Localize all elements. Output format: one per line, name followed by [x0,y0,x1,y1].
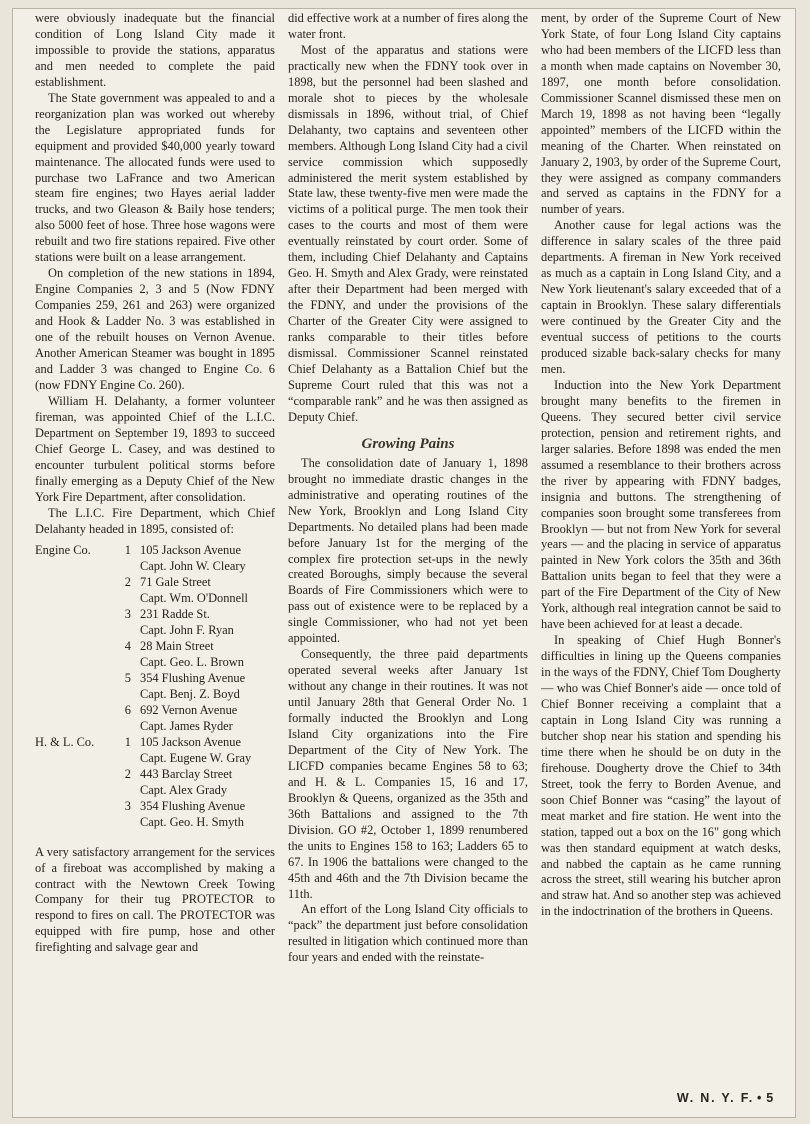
roster-row [35,543,275,559]
roster-label [35,639,115,655]
magazine-page [12,8,796,1118]
roster-row [35,607,275,623]
roster-row [35,591,275,607]
roster-text: 71 Gale Street [140,575,211,590]
paragraph: In speaking of Chief Hugh Bonner's difficulties in lining up the Queens companies in the ways of the FDNY, Chief Tom Dougherty — who was Chief Bonner's aide — once told of Chief Bonner receiving a complaint that a captain in Long Island City was running a butcher shop near his station and spending his time there when he should be on duty in the firehouse. Dougherty drove the Chief to 34th Street, took the ferry to Borden Avenue, and soon Chief Bonner was “casing” the layout of meat market and fire station. He went into the station, tapped out a box on the 16" gong which was then standard equipment at watch desks, and nabbed the captain as he came running across the street, still wearing his butcher apron and straw hat. And so another step was achieved in the indoctrination of the brothers in Queens. [541,633,781,919]
roster-label [35,607,115,623]
roster-text: 231 Radde St. [140,607,210,622]
paragraph: The L.I.C. Fire Department, which Chief Delahanty headed in 1895, consisted of: [35,505,275,536]
paragraph: An effort of the Long Island City officials to “pack” the department just before consolidation resulted in litigation which continued more than four years and ended with the reinstate- [288,902,528,965]
roster-number [115,655,131,671]
roster-number: 1 [124,543,131,558]
roster-number [115,591,131,607]
roster-label: H. & L. Co. [35,734,95,749]
roster-number [115,783,131,799]
roster-label [35,591,115,607]
paragraph: The consolidation date of January 1, 1898 brought no immediate drastic changes in the administrative and operating routines of the New York, Brooklyn and Long Island City Departments. No detailed plans had been made before January 1st for the merging of the complex fire protection set-ups in the newly created Boroughs, simply because the several Boards of Fire Commissioners which were to pass out of existence were to be replaced by a single Commissioner, who had not yet been appointed. [288,455,528,646]
roster-label [35,655,115,671]
roster-text: Capt. Alex Grady [140,782,228,797]
roster-number: 6 [124,702,131,717]
roster-row [35,815,275,831]
roster-number: 3 [124,607,131,622]
roster-row [35,655,275,671]
roster-number [115,815,131,831]
roster-text: Capt. Geo. H. Smyth [140,814,244,829]
roster-label: Engine Co. [35,543,91,558]
roster-text: 354 Flushing Avenue [140,798,246,813]
bullet-separator: • [757,1091,764,1105]
roster-number: 3 [124,798,131,813]
column-1 [35,11,275,1083]
roster-label [35,687,115,703]
paragraph: The State government was appealed to and a reorganization plan was worked out whereby the Legislature appropriated funds for equipment and provided $40,000 yearly toward maintenance. The allocated funds were used to purchase two LaFrance and two American steam fire engines; two Hayes aerial ladder trucks, and two Gleason & Baily hose tenders; also 5000 feet of hose. Three hose wagons were rebuilt and two fire stations repaired. Five other stations were built on a lease arrangement. [35,90,275,265]
paragraph: Another cause for legal actions was the difference in salary scales of the three paid departments. A fireman in New York received as much as a captain in Long Island City, and a New York lieutenant's salary exceeded that of a captain in Brooklyn. These salary differentials were continued by the Greater City and the eventual success of petitions to the courts produced sizable back-salary checks for many men. [541,218,781,376]
paragraph: Most of the apparatus and stations were practically new when the FDNY took over in 1898, but the personnel had been slashed and morale shot to pieces by the wholesale dismissals in 1896, without trial, of Chief Delahanty, two captains and seventeen other members. Although Long Island City had a civil service commission which supposedly administered the merit system established by State law, these twenty-five men were made the victims of a political purge. The men took their cases to the courts and most of them were eventually reinstated by court order. Some of them, including Chief Delahanty and Captains Geo. H. Smyth and Alex Grady, were reinstated after their Department had been merged with the FDNY, and under the provisions of the Charter of the Greater City were assigned to ranks comparable to their titles before dismissal. Commissioner Scannel reinstated Chief Delahanty as a Battalion Chief but the Supreme Court ruled that this was not a “comparable rank” and he was then assigned as Deputy Chief. [288,42,528,424]
paragraph: ment, by order of the Supreme Court of New York State, of four Long Island City captains who had been members of the LICFD less than a month when made captains on November 30, 1897, one month before consolidation. Commissioner Scannel dismissed these men on March 19, 1898 as not having been “legally appointed” members of the LICFD within the meaning of the Charter. When reinstated on January 2, 1903, by order of the Supreme Court, they were assigned as company commanders and served as captains in the FDNY for a number of years. [541,11,781,217]
roster-text: 354 Flushing Avenue [140,671,246,686]
roster-row [35,719,275,735]
roster-text: Capt. Benj. Z. Boyd [140,687,240,702]
roster-row [35,767,275,783]
roster-label [35,671,115,687]
page-number: 5 [766,1091,775,1105]
roster-label [35,623,115,639]
roster-label [35,719,115,735]
roster-row [35,783,275,799]
roster-text: 692 Vernon Avenue [140,702,238,717]
roster-text: Capt. John W. Cleary [140,559,246,574]
roster-row [35,559,275,575]
roster-label [35,559,115,575]
roster-row [35,687,275,703]
section-heading: Growing Pains [361,435,455,452]
roster-row [35,623,275,639]
roster-row [35,671,275,687]
roster-number: 2 [124,575,131,590]
roster-row [35,799,275,815]
roster-number [115,559,131,575]
roster-row [35,751,275,767]
roster-number [115,623,131,639]
roster-label [35,575,115,591]
roster-number [115,687,131,703]
roster-text: 443 Barclay Street [140,766,233,781]
roster-text: 105 Jackson Avenue [140,543,241,558]
column-3 [541,11,781,1083]
roster-number: 1 [124,734,131,749]
column-2 [288,11,528,1083]
text-columns [35,11,781,1083]
roster-label [35,703,115,719]
roster-label [35,815,115,831]
roster-number: 2 [124,766,131,781]
roster-number [115,719,131,735]
company-roster [35,543,275,830]
paragraph: were obviously inadequate but the financial condition of Long Island City made it impossible to provide the stations, apparatus and men needed to complete the paid establishment. [35,11,275,89]
paragraph: A very satisfactory arrangement for the services of a fireboat was accomplished by making a contract with the Newtown Creek Towing Company for their tug PROTECTOR to respond to fires on call. The PROTECTOR was equipped with fire pump, hose and other firefighting and salvage gear and [35,844,275,955]
roster-label [35,799,115,815]
roster-label [35,767,115,783]
roster-text: Capt. Wm. O'Donnell [140,591,249,606]
paragraph: On completion of the new stations in 1894, Engine Companies 2, 3 and 5 (Now FDNY Companies 259, 261 and 263) were organized and Hook & Ladder No. 3 was established in one of the rebuilt houses on Vernon Avenue. Another American Steamer was bought in 1895 and Ladder 3 was changed to Engine Co. 6 (now FDNY Engine Co. 260). [35,266,275,392]
roster-number: 5 [124,671,131,686]
publication-name: W. N. Y. F. [676,1091,755,1105]
roster-label [35,783,115,799]
roster-row [35,639,275,655]
paragraph: did effective work at a number of fires along the water front. [288,11,528,41]
paragraph: Induction into the New York Department brought many benefits to the firemen in Queens. They secured better civil service protection, pension and retirement rights, and larger salaries. Before 1898 was ended the men assumed a resemblance to their brothers across the river by appearing with FDNY badges, insignia and buttons. The strengthening of companies soon brought some transferees from Brooklyn — but not from New York for several years — and the placing in service of apparatus painted in New York colors the 35th and 36th Battalion units began to feel that they were a part of the Fire Department of the City of New York, although real integration cannot be said to have been achieved for at least a decade. [541,377,781,632]
roster-text: 28 Main Street [140,639,214,654]
roster-row [35,735,275,751]
roster-number [115,751,131,767]
roster-text: Capt. James Ryder [140,718,233,733]
roster-text: 105 Jackson Avenue [140,734,241,749]
roster-text: Capt. John F. Ryan [140,623,234,638]
paragraph: William H. Delahanty, a former volunteer fireman, was appointed Chief of the L.I.C. Department on September 19, 1893 to succeed Chief George L. Casey, and was destined to encounter turbulent political storms before finally emerging as a Deputy Chief of the New York Fire Department, after consolidation. [35,393,275,504]
roster-row [35,703,275,719]
roster-text: Capt. Geo. L. Brown [140,655,244,670]
roster-text: Capt. Eugene W. Gray [140,750,252,765]
roster-label [35,751,115,767]
paragraph: Consequently, the three paid departments operated several weeks after January 1st without any change in their routines. It was not until January 28th that General Order No. 1 formally inducted the Brooklyn and Long Island City organizations into the Fire Department of the City of New York. The LICFD companies became Engines 58 to 63; and H. & L. Companies 15, 16 and 17, Brooklyn & Queens, organized as the 35th and 36th Battalions and assigned to the 7th Division. GO #2, October 1, 1899 renumbered the units to Engines 158 to 163; Ladders 65 to 67. In 1906 the battalions were changed to the 45th and 46th and the 7th Division became the 11th. [288,647,528,901]
page-footer [677,1091,775,1105]
roster-row [35,575,275,591]
roster-number: 4 [124,639,131,654]
